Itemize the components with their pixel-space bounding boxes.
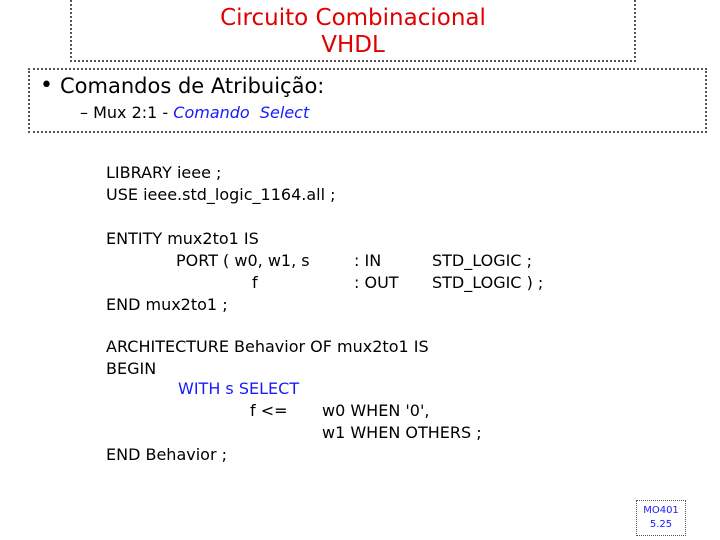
code-line-port-f: f xyxy=(252,273,258,292)
code-line-use: USE ieee.std_logic_1164.all ; xyxy=(106,185,336,204)
code-line-port-type-1: STD_LOGIC ; xyxy=(432,251,532,270)
bullet-marker: • xyxy=(40,73,53,98)
code-line-end-architecture: END Behavior ; xyxy=(106,445,228,464)
code-line-entity: ENTITY mux2to1 IS xyxy=(106,229,259,248)
page-number-badge xyxy=(636,500,686,536)
code-line-end-entity: END mux2to1 ; xyxy=(106,295,228,314)
page-number: 5.25 xyxy=(649,519,673,530)
code-line-when-0: w0 WHEN '0', xyxy=(322,401,430,420)
code-line-port-mode-in: : IN xyxy=(354,251,382,270)
slide-title-box xyxy=(70,0,636,62)
code-line-assign: f <= xyxy=(250,401,288,420)
bullet-heading: Comandos de Atribuição: xyxy=(60,74,325,98)
code-line-with-select: WITH s SELECT xyxy=(178,379,300,398)
code-line-port: PORT ( w0, w1, s xyxy=(176,251,310,270)
slide-title: Circuito Combinacional xyxy=(220,5,486,31)
code-line-when-others: w1 WHEN OTHERS ; xyxy=(322,423,482,442)
sub-bullet-prefix: – Mux 2:1 - xyxy=(80,103,174,122)
code-line-port-type-2: STD_LOGIC ) ; xyxy=(432,273,544,292)
code-line-library: LIBRARY ieee ; xyxy=(106,163,222,182)
slide-subtitle: VHDL xyxy=(321,32,385,58)
sub-bullet-highlight: Comando Select xyxy=(173,103,310,122)
sub-bullet xyxy=(80,102,309,124)
bullet-section xyxy=(28,68,707,133)
code-line-begin: BEGIN xyxy=(106,359,157,378)
course-code: MO401 xyxy=(643,505,679,516)
code-line-architecture: ARCHITECTURE Behavior OF mux2to1 IS xyxy=(106,337,429,356)
code-line-port-mode-out: : OUT xyxy=(354,273,399,292)
